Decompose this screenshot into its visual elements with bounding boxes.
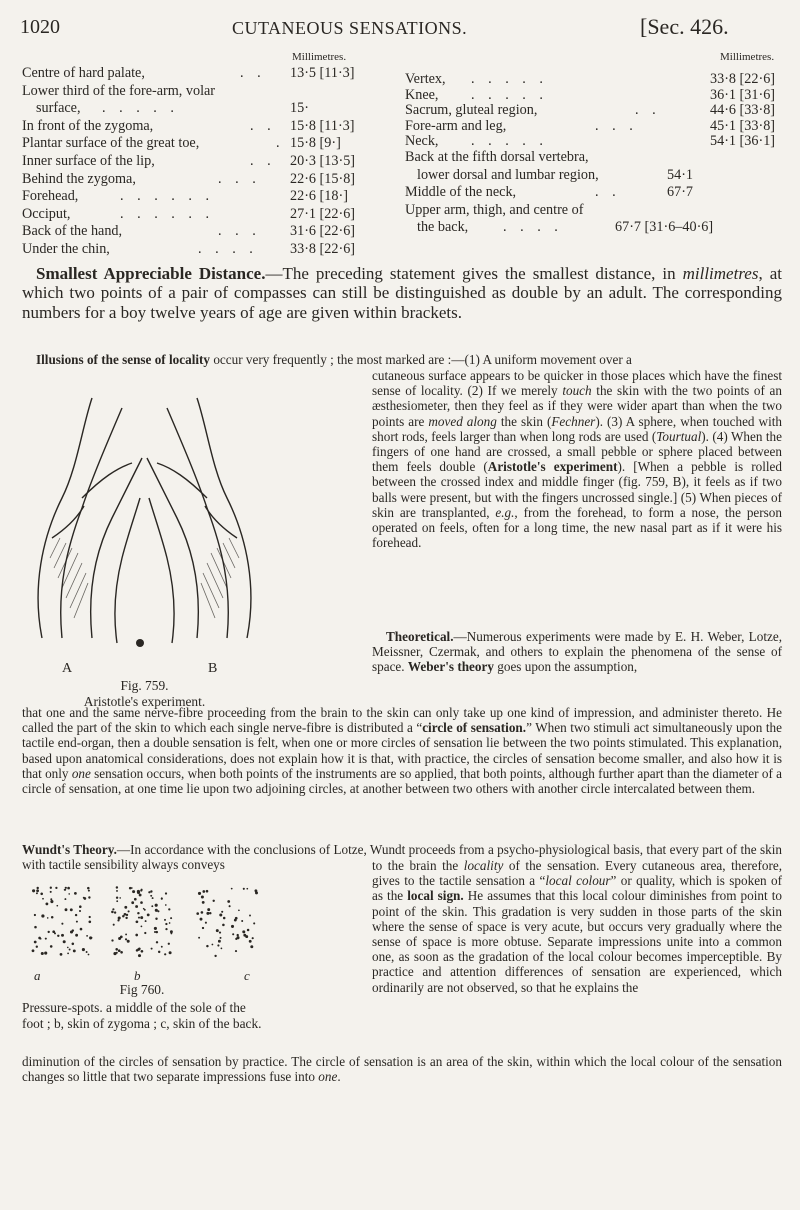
pressure-spot	[161, 946, 163, 948]
pressure-spot	[168, 908, 170, 910]
pressure-spot	[44, 952, 47, 955]
pressure-spot	[72, 943, 75, 946]
pressure-spot	[91, 937, 93, 939]
pressure-spot	[231, 888, 233, 890]
wundt-paragraph-side: to the brain the locality of the sensation. Every cutaneous area, therefore, gives to the tactile sensation a “local colour” or quality, which is spoken of as the local sign. He assumes that this local colour diminishes from point to point of the skin. This gradation is very sudden in those parts of the skin where the sense of space is very acute, but occurs very gradually where the sense of space is more obtuse. Separate impressions unite into a common one, as soon as the gradation of the local colour becomes imperceptible. By practice and attention differences of sensation are experienced, which ordinarily are not observed, so that he explains the	[372, 858, 783, 995]
table-value: 33·8 [22·6]	[290, 240, 356, 257]
pressure-spot	[254, 889, 257, 892]
pressure-spot	[170, 917, 172, 919]
table-value: 67·7	[667, 184, 694, 201]
table-value: 54·1	[667, 166, 694, 183]
pressure-spot	[235, 917, 238, 920]
pressure-spot	[125, 938, 127, 940]
pressure-spot	[201, 911, 204, 914]
pressure-spot	[216, 929, 219, 932]
pressure-spot	[148, 891, 150, 893]
pressure-spot	[137, 912, 139, 914]
pressure-spot	[86, 935, 88, 937]
pressure-spot	[147, 913, 150, 916]
pressure-spot	[116, 900, 118, 902]
pressure-spot	[118, 937, 121, 940]
pressure-spot	[212, 944, 214, 946]
pressure-spot	[45, 938, 47, 940]
pressure-spot	[237, 934, 239, 936]
table-value: 22·6 [18·]	[290, 188, 348, 205]
pressure-spot	[65, 908, 68, 911]
pressure-spot	[116, 952, 118, 954]
fig760-caption-number: Fig 760.	[119, 982, 165, 997]
pressure-spot	[151, 948, 153, 950]
page-number: 1020	[20, 16, 60, 38]
pressure-spot	[40, 938, 42, 940]
pressure-spot	[131, 887, 133, 889]
pressure-spot	[246, 888, 248, 890]
figure-759	[22, 388, 267, 713]
pressure-spot	[138, 917, 140, 919]
pressure-spot	[88, 920, 91, 923]
pressure-spot	[116, 886, 118, 888]
pressure-spot	[82, 948, 85, 951]
table-value: 15·	[290, 100, 309, 117]
pressure-spot	[63, 940, 66, 943]
pressure-spot	[156, 941, 158, 943]
pressure-spot	[111, 911, 114, 914]
pressure-spot	[111, 939, 113, 941]
pressure-spot	[89, 916, 91, 918]
pressure-spot	[112, 908, 114, 910]
pressure-spot	[138, 954, 141, 957]
pressure-spot	[32, 949, 35, 952]
pressure-spot	[161, 898, 163, 900]
pressure-spot	[119, 897, 121, 899]
pressure-spot	[116, 897, 118, 899]
pressure-spots-illustration	[22, 878, 262, 963]
table-value: 15·8 [9·]	[290, 135, 341, 152]
pressure-spot	[165, 892, 167, 894]
table-label: Back of the hand,	[22, 223, 123, 240]
table-label: Inner surface of the lip,	[22, 152, 155, 169]
pressure-spot	[88, 896, 90, 898]
pressure-spot	[69, 949, 71, 951]
pressure-spot	[114, 911, 116, 913]
pressure-spot	[70, 908, 73, 911]
fig759-caption-number: Fig. 759.	[120, 678, 169, 693]
distance-table-right: Millimetres. Vertex, . . . . . 33·8 [22·6] Knee, . . . . . 36·1 [31·6] Sacrum, gluteal region, . . 44·6 [33·8] Fore-arm and leg, . . . 45·1 [33·8] Neck, . . . . . 54·1 [36·1] Back at the fifth dorsal vertebra, lower dorsal and lumbar region, 54·1 Middle of the neck, . . 67·7 Upper arm, thigh, and centre of the back, . . . . 67·7 [31·6–40·6]	[405, 51, 776, 236]
illusions-paragraph-top: Illusions of the sense of locality occur very frequently ; the most marked are :—(1) A uniform movement over a	[36, 352, 632, 367]
pressure-spot	[168, 943, 170, 945]
pressure-spot	[198, 937, 200, 939]
table-value: 45·1 [33·8]	[710, 117, 776, 134]
pressure-spot	[249, 915, 251, 917]
table-label: Centre of hard palate,	[22, 65, 145, 81]
table-value: 13·5 [11·3]	[290, 65, 355, 81]
pressure-spot	[221, 948, 223, 950]
table-label: surface,	[36, 100, 81, 117]
pressure-spot	[125, 933, 127, 935]
pressure-spot	[40, 893, 43, 896]
fig760-label-b: b	[134, 968, 141, 983]
pressure-spot	[218, 940, 221, 943]
pressure-spot	[164, 919, 166, 921]
pressure-spot	[67, 952, 69, 954]
pressure-spot	[140, 901, 143, 904]
pressure-spot	[136, 949, 139, 952]
pressure-spot	[209, 912, 211, 914]
pressure-spot	[235, 950, 237, 952]
table-value: 31·6 [22·6]	[290, 223, 356, 240]
pressure-spot	[200, 918, 203, 921]
smallest-distance-heading: Smallest Appreciable Distance.	[36, 264, 266, 283]
table-label: Forehead,	[22, 188, 79, 205]
pressure-spot	[61, 923, 63, 925]
table-label: lower dorsal and lumbar region,	[417, 166, 599, 183]
fig759-caption-title: Aristotle's experiment.	[83, 694, 206, 709]
pressure-spot	[47, 917, 49, 919]
pressure-spot	[67, 947, 69, 949]
pressure-spot	[113, 924, 115, 926]
table-label: Sacrum, gluteal region,	[405, 102, 538, 119]
pressure-spot	[219, 913, 222, 916]
table-value: 44·6 [33·8]	[710, 102, 776, 119]
pressure-spot	[158, 951, 160, 953]
pressure-spot	[36, 889, 39, 892]
pressure-spot	[165, 904, 167, 906]
pressure-spot	[150, 895, 152, 897]
table-label: Occiput,	[22, 205, 71, 222]
distance-table-left: Millimetres. Centre of hard palate, . . 13·5 [11·3] Lower third of the fore-arm, volar surface, . . . . . 15· In front of the zygoma, . . 15·8 [11·3] Plantar surface of the great toe, . 15·8 [9·] Inner surface of the lip, . . 20·3 [13·5] Behind the zygoma, . . . 22·6 [15·8] Forehead, . . . . . . 22·6 [18·] Occiput, . . . . . . 27·1 [22·6] Back of the hand, . . . 31·6 [22·6] Under the chin, . . . . 33·8 [22·6]	[22, 51, 356, 257]
pressure-spot	[250, 945, 253, 948]
pressure-spot	[34, 941, 37, 944]
theoretical-side: Theoretical.—Numerous experiments were made by E. H. Weber, Lotze, Meissner, Czermak, and others to explain the phenomena of the sense of space. Weber's theory goes upon the assumption,	[372, 629, 782, 675]
table-label: Behind the zygoma,	[22, 170, 136, 187]
section-label: [Sec. 426.	[640, 14, 729, 39]
pressure-spot	[201, 895, 204, 898]
table-value: 27·1 [22·6]	[290, 205, 356, 222]
pressure-spot	[227, 900, 230, 903]
figure-760	[22, 878, 262, 1068]
pressure-spot	[140, 916, 143, 919]
pressure-spot	[222, 924, 225, 927]
pressure-spot	[220, 937, 222, 939]
pressure-spot	[169, 922, 171, 924]
pressure-spot	[127, 940, 130, 943]
pressure-spot	[232, 933, 234, 935]
fig760-label-a: a	[34, 968, 41, 983]
table-label: Knee,	[405, 86, 439, 103]
table-label: Plantar surface of the great toe,	[22, 135, 200, 152]
pressure-spot	[41, 914, 44, 917]
pressure-spot	[154, 931, 156, 933]
pressure-spot	[86, 951, 88, 953]
pressure-spot	[243, 888, 245, 890]
pressure-spot	[67, 887, 70, 890]
pressure-spot	[70, 930, 73, 933]
pressure-spot	[48, 931, 50, 933]
pressure-spot	[50, 945, 53, 948]
pressure-spot	[155, 904, 158, 907]
pressure-spot	[214, 955, 216, 957]
wundt-paragraph-top: Wundt's Theory.—In accordance with the conclusions of Lotze, Wundt proceeds from a psycho-physiological basis, that every part of the skin with tactile sensibility always conveys	[22, 842, 782, 873]
pressure-spot	[145, 920, 147, 922]
pressure-spot	[143, 908, 145, 910]
table-label: Back at the fifth dorsal vertebra,	[405, 148, 589, 165]
pressure-spot	[136, 920, 139, 923]
table-value: 20·3 [13·5]	[290, 152, 356, 169]
pressure-spot	[88, 890, 90, 892]
table-label: Lower third of the fore-arm, volar	[22, 82, 216, 99]
pressure-spot	[140, 890, 142, 892]
pressure-spot	[155, 909, 158, 912]
pressure-spot	[155, 918, 157, 920]
pressure-spot	[55, 887, 57, 889]
weber-theory-heading: Weber's theory	[407, 659, 494, 675]
pressure-spot	[80, 928, 83, 931]
pressure-spot	[219, 932, 221, 934]
pressure-spot	[131, 901, 134, 904]
pressure-spot	[152, 897, 154, 899]
table-label: Neck,	[405, 133, 439, 150]
pressure-spot	[73, 949, 76, 952]
pressure-spot	[205, 922, 207, 924]
pressure-spot	[135, 905, 138, 908]
pressure-spot	[132, 890, 135, 893]
pressure-spot	[64, 889, 66, 891]
pressure-spot	[134, 898, 137, 901]
table-label: Upper arm, thigh, and centre of	[405, 201, 584, 218]
pressure-spot	[68, 893, 70, 895]
pressure-spot	[41, 952, 44, 955]
pressure-spot	[50, 891, 52, 893]
theoretical-paragraph: that one and the same nerve-fibre proceeding from the brain to the skin can only take up one kind of impression, and administer thereto. He called the part of the skin to which each single nerve-fibre is distributed a “circle of sensation.” When two stimuli act simultaneously upon the tactile end-organ, then a double sensation is felt, when one or more circles of sensation lie between the two points stimulated. This explanation, based upon anatomical considerations, does not explain how it is that, with practice, the circles of sensation become smaller, and also how it is that only one sensation occurs, when both points of the instruments are so applied, that both points, although further apart than the diameter of a circle of sensation, at one time lie upon two adjoining circles, at another between two others with another circle intercalated between them.	[22, 705, 782, 797]
pressure-spot	[135, 934, 138, 937]
pressure-spot	[202, 901, 205, 904]
pressure-spot	[79, 910, 81, 912]
pressure-spot	[164, 953, 166, 955]
pressure-spot	[139, 894, 142, 897]
pressure-spot	[206, 945, 208, 947]
pressure-spot	[88, 954, 90, 956]
pressure-spot	[36, 887, 38, 889]
pressure-spot	[36, 946, 38, 948]
pressure-spot	[170, 932, 172, 934]
pressure-spot	[236, 936, 239, 939]
crossed-fingers-illustration	[22, 388, 267, 658]
pressure-spot	[118, 916, 121, 919]
pressure-spot	[52, 930, 55, 933]
table-label: Fore-arm and leg,	[405, 117, 507, 134]
table-value: 15·8 [11·3]	[290, 117, 355, 134]
pressure-spot	[206, 912, 209, 915]
pressure-spot	[238, 909, 240, 911]
pressure-spot	[141, 926, 143, 928]
pressure-spot	[42, 898, 44, 900]
table-unit-label: Millimetres.	[720, 51, 775, 63]
pressure-spot	[231, 925, 234, 928]
pressure-spot	[221, 911, 223, 913]
pressure-spot	[57, 935, 59, 937]
pressure-spot	[196, 912, 199, 915]
pressure-spot	[45, 902, 48, 905]
illusions-heading: Illusions of the sense of locality	[36, 352, 211, 367]
wundt-paragraph-bottom: diminution of the circles of sensation by practice. The circle of sensation is an area of the skin, within which the local colour of the sensation changes so little that two separate impressions fuse into one.	[22, 1054, 782, 1085]
pressure-spot	[207, 908, 210, 911]
pressure-spot	[169, 951, 172, 954]
theoretical-heading: Theoretical.	[386, 629, 454, 644]
pressure-spot	[213, 900, 215, 902]
pressure-spot	[165, 923, 167, 925]
pressure-spot	[206, 890, 209, 893]
pressure-spot	[34, 914, 36, 916]
table-label: In front of the zygoma,	[22, 117, 154, 134]
table-value: 36·1 [31·6]	[710, 86, 776, 103]
pressure-spot	[125, 917, 127, 919]
pressure-spot	[50, 898, 52, 900]
pressure-spot	[154, 927, 157, 930]
pressure-spot	[32, 889, 35, 892]
pressure-spot	[144, 932, 146, 934]
illusions-paragraph-side: cutaneous surface appears to be quicker in those places which have the finest sense of locality. (2) If we merely touch the skin with the two points of an æsthesiometer, then they feel as if they were wider apart than when the two points are moved along the skin (Fechner). (3) A sphere, when touched with short rods, feels larger than when long rods are used (Tourtual). (4) When the fingers of one hand are crossed, a small pebble or sphere placed between them feels double (Aristotle's experiment). [When a pebble is rolled between the crossed index and middle finger (fig. 759, B), it feels as if two balls were present, but with the fingers uncrossed single.] (5) When pieces of skin are transplanted, e.g., from the forehead, to form a nose, the person operated on feels, often for a long time, the new nasal part as if it were his forehead.	[372, 368, 782, 551]
running-title: CUTANEOUS SENSATIONS.	[232, 18, 468, 38]
pressure-spot	[79, 905, 82, 908]
pressure-spot	[151, 905, 153, 907]
pressure-spot	[202, 927, 204, 929]
pressure-spot	[60, 953, 63, 956]
wundt-theory-heading: Wundt's Theory.	[22, 842, 117, 857]
pressure-spot	[118, 949, 121, 952]
pressure-spot	[198, 892, 201, 895]
table-label: the back,	[417, 219, 469, 236]
table-label: Under the chin,	[22, 240, 110, 257]
fig760-label-c: c	[244, 968, 250, 983]
pressure-spot	[252, 937, 254, 939]
pressure-spot	[56, 905, 58, 907]
table-label: Middle of the neck,	[405, 184, 517, 201]
fig759-label-b: B	[208, 661, 218, 676]
pressure-spot	[51, 916, 54, 919]
table-label: Vertex,	[405, 71, 446, 87]
pressure-spot	[245, 935, 248, 938]
pressure-spot	[50, 887, 52, 889]
pressure-spot	[116, 890, 118, 892]
pressure-spot	[141, 950, 144, 953]
table-value: 22·6 [15·8]	[290, 170, 356, 187]
pressure-spot	[165, 928, 167, 930]
pressure-spot	[34, 926, 37, 929]
pressure-spot	[137, 890, 140, 893]
pressure-spot	[247, 929, 250, 932]
pressure-spot	[75, 934, 78, 937]
pressure-spot	[223, 917, 226, 920]
pressure-spot	[115, 948, 118, 951]
pressure-spot	[253, 922, 255, 924]
fig760-caption: Pressure-spots. a middle of the sole of the foot ; b, skin of zygoma ; c, skin of the back.	[22, 1000, 262, 1031]
pressure-spot	[75, 914, 77, 916]
pressure-spot	[76, 921, 78, 923]
pressure-spot	[74, 892, 77, 895]
pressure-spot	[241, 920, 243, 922]
pressure-spot	[125, 913, 127, 915]
table-unit-label: Millimetres.	[292, 51, 347, 63]
pressure-spot	[124, 906, 127, 909]
table-value: 67·7 [31·6–40·6]	[615, 219, 714, 236]
pressure-spot	[65, 887, 67, 889]
pressure-spot	[229, 905, 231, 907]
pressure-spot	[36, 892, 38, 894]
pressure-spot	[120, 951, 123, 954]
fig759-label-a: A	[62, 661, 73, 676]
pressure-spot	[128, 910, 130, 912]
pressure-spot	[249, 940, 252, 943]
pressure-spot	[117, 919, 119, 921]
pressure-spot	[61, 934, 64, 937]
pressure-spot	[150, 890, 152, 892]
pressure-spot	[84, 897, 87, 900]
pressure-spot	[87, 887, 90, 890]
table-value: 54·1 [36·1]	[710, 133, 776, 150]
pressure-spot	[242, 931, 244, 933]
table-value: 33·8 [22·6]	[710, 71, 776, 87]
pressure-spot	[64, 898, 66, 900]
pressure-spot	[217, 944, 219, 946]
pressure-spot	[50, 900, 53, 903]
smallest-distance-paragraph: Smallest Appreciable Distance.—The preceding statement gives the smallest distance, in millimetres, at which two points of a pair of compasses can still be distinguished as double by an adult. The corresponding numbers for a boy twelve years of age are given within brackets.	[22, 264, 783, 322]
pressure-spot	[202, 890, 205, 893]
